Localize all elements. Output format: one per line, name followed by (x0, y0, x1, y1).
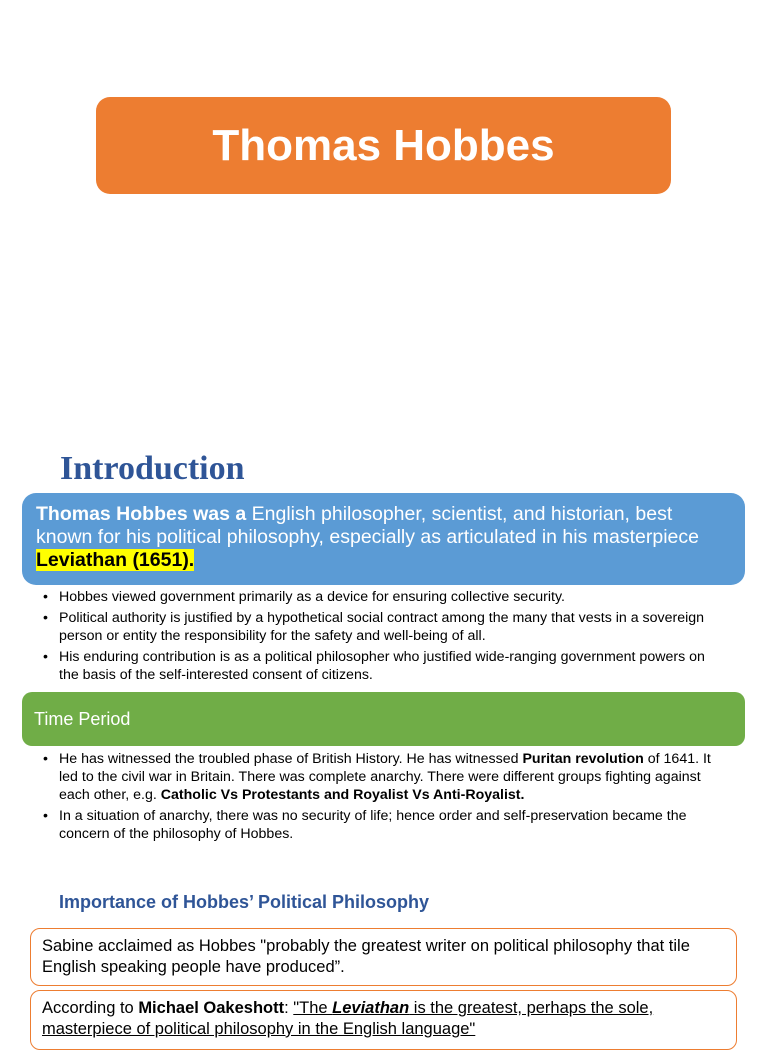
quote-text: Sabine acclaimed as Hobbes "probably the greatest writer on political philosophy that tile English speaking people have produced”. (42, 937, 690, 976)
list-item: • Political authority is justified by a hypothetical social contract among the many that vests in a sovereign person or entity the responsibility for the safety and well-being of all. (43, 609, 723, 645)
title-banner (96, 97, 671, 194)
time-period-heading: Time Period (34, 708, 131, 729)
quote-rest: is the greatest, perhaps the sole, masterpiece of political philosophy in the English language" (42, 999, 654, 1038)
list-item (43, 750, 723, 804)
oakeshott-quote-box (30, 990, 737, 1050)
quote-prefix: According to (42, 999, 139, 1017)
list-item: • Hobbes viewed government primarily as a device for ensuring collective security. (43, 588, 723, 606)
quote-colon: : (284, 999, 294, 1017)
page-title: Thomas Hobbes (212, 120, 555, 170)
list-item: • In a situation of anarchy, there was no security of life; hence order and self-preservation became the concern of the philosophy of Hobbes. (43, 807, 723, 843)
summary-lead: Thomas Hobbes was a (36, 503, 247, 525)
quote-open: "The (293, 999, 333, 1017)
leviathan-highlight: Leviathan (1651). (36, 549, 195, 571)
bullet-bold-text: Catholic Vs Protestants and Royalist Vs Anti-Royalist. (160, 787, 525, 803)
introduction-heading: Introduction (60, 450, 245, 487)
importance-heading: Importance of Hobbes’ Political Philosophy (59, 892, 430, 912)
time-period-bullet-list (43, 750, 723, 846)
introduction-bullet-list (43, 588, 723, 687)
bullet-bold-text: Puritan revolution (522, 751, 644, 767)
quote-title: Leviathan (332, 999, 410, 1017)
time-period-box (22, 692, 745, 746)
bullet-text: He has witnessed the troubled phase of British History. He has witnessed (59, 751, 523, 767)
list-item: • His enduring contribution is as a political philosopher who justified wide-ranging government powers on the basis of the self-interested consent of citizens. (43, 648, 723, 684)
introduction-summary-box (22, 493, 745, 585)
summary-text: English philosopher, scientist, and historian, best known for his political philosophy, especially as articulated in his masterpiece (36, 503, 699, 548)
quote-author: Michael Oakeshott (138, 999, 285, 1017)
bullet-text: of 1641. It led to the civil war in Britain. There was complete anarchy. There were different groups fighting against each other, e.g. (59, 751, 711, 803)
sabine-quote-box (30, 928, 737, 986)
